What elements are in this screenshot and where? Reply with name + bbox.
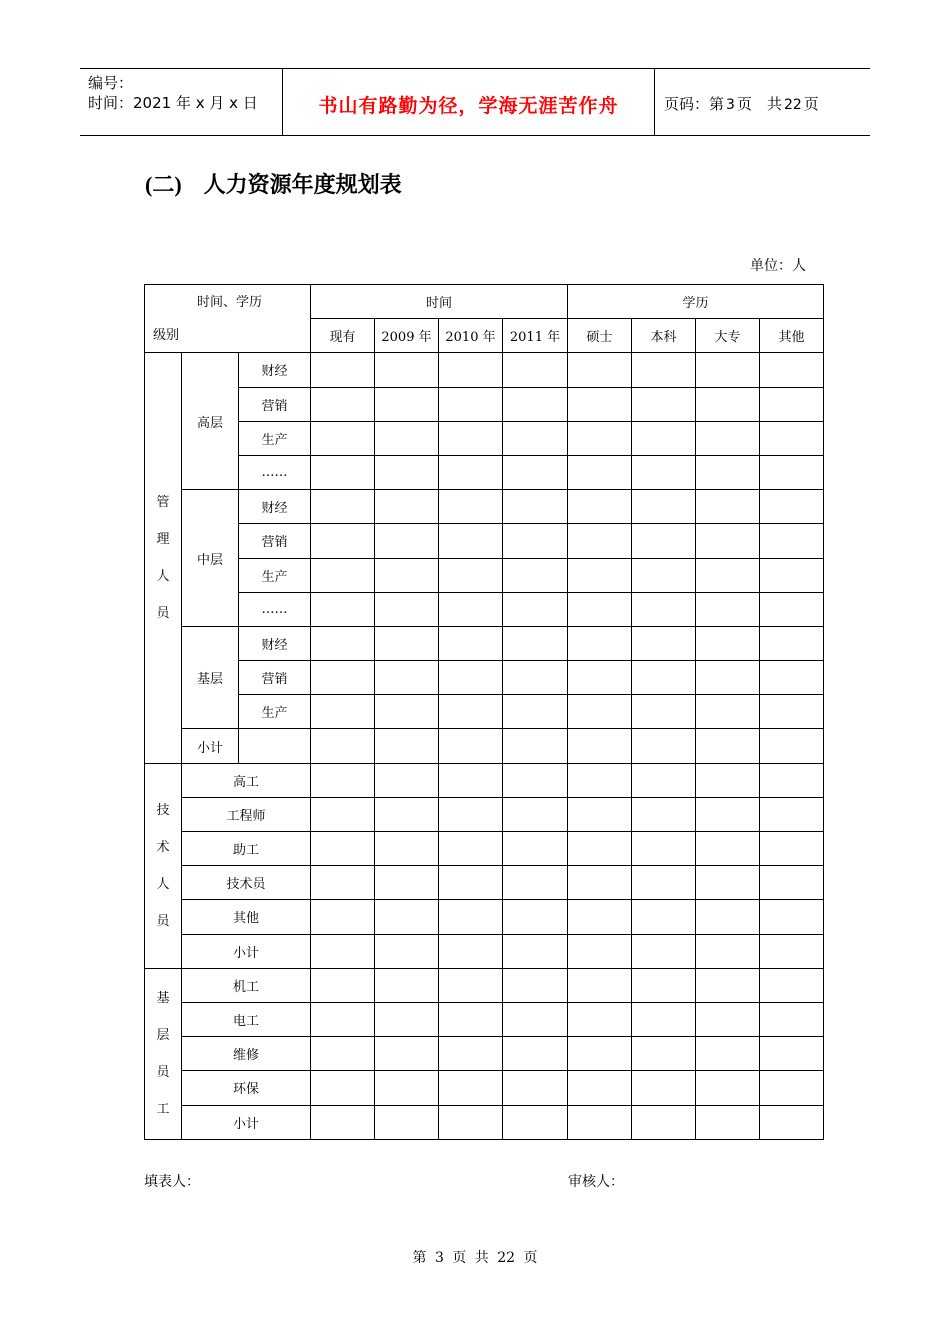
data-cell[interactable]	[503, 490, 568, 524]
data-cell[interactable]	[760, 455, 824, 489]
table-row	[145, 1105, 824, 1139]
tech-category-label-char: 员	[156, 913, 170, 929]
data-cell[interactable]	[503, 1105, 568, 1139]
dept-label: 财经	[239, 490, 311, 524]
data-cell[interactable]	[632, 797, 696, 831]
data-cell[interactable]	[632, 626, 696, 660]
data-cell[interactable]	[696, 832, 760, 866]
data-cell[interactable]	[375, 558, 439, 592]
data-cell[interactable]	[503, 421, 568, 455]
page-footer: 第 3 页 共 22 页	[412, 1250, 538, 1266]
data-cell[interactable]	[375, 592, 439, 626]
filler-label: 填表人：	[144, 1174, 200, 1190]
data-cell[interactable]	[632, 421, 696, 455]
data-cell[interactable]	[696, 455, 760, 489]
data-cell[interactable]	[568, 626, 632, 660]
data-cell[interactable]	[311, 900, 375, 934]
data-cell[interactable]	[375, 1002, 439, 1036]
data-cell[interactable]	[375, 763, 439, 797]
data-cell[interactable]	[760, 797, 824, 831]
worker-category-label	[145, 968, 182, 1139]
data-cell[interactable]	[375, 524, 439, 558]
data-cell[interactable]	[568, 934, 632, 968]
table-row	[145, 695, 824, 729]
data-cell[interactable]	[439, 524, 503, 558]
data-cell[interactable]	[632, 763, 696, 797]
level-label: 基层	[182, 626, 239, 729]
dept-label: 生产	[239, 421, 311, 455]
worker-category-label-char: 层	[156, 1027, 170, 1043]
data-cell[interactable]	[632, 1105, 696, 1139]
table-row	[145, 1037, 824, 1071]
worker-category-label-char: 工	[156, 1101, 170, 1117]
section-number: (二)	[145, 172, 182, 197]
level-label: 高层	[182, 353, 239, 490]
data-cell[interactable]	[696, 490, 760, 524]
data-cell[interactable]	[439, 661, 503, 695]
page-suffix: 页	[803, 95, 819, 113]
page-mid: 页 共	[736, 95, 782, 113]
data-cell[interactable]	[439, 832, 503, 866]
role-label: 其他	[182, 900, 311, 934]
data-cell[interactable]	[311, 1071, 375, 1105]
page-title	[145, 168, 402, 199]
role-label: 高工	[182, 763, 311, 797]
data-cell[interactable]	[439, 626, 503, 660]
data-cell[interactable]	[311, 832, 375, 866]
table-row	[145, 729, 824, 763]
dept-label: 财经	[239, 626, 311, 660]
data-cell[interactable]	[568, 1037, 632, 1071]
data-cell[interactable]	[760, 934, 824, 968]
data-cell[interactable]	[311, 661, 375, 695]
role-label: 技术员	[182, 866, 311, 900]
corner-cell	[145, 285, 311, 353]
number-label: 编号：	[88, 74, 134, 92]
table-row	[145, 1002, 824, 1036]
mgmt-category-label-char: 员	[156, 606, 170, 621]
data-cell[interactable]	[503, 661, 568, 695]
column-header: 2010 年	[439, 319, 503, 353]
table-row	[145, 763, 824, 797]
data-cell[interactable]	[760, 490, 824, 524]
data-cell[interactable]	[696, 934, 760, 968]
dept-label: 营销	[239, 661, 311, 695]
data-cell[interactable]	[568, 832, 632, 866]
data-cell[interactable]	[311, 387, 375, 421]
data-cell[interactable]	[503, 1002, 568, 1036]
group-time-header: 时间	[311, 285, 568, 319]
data-cell[interactable]	[568, 763, 632, 797]
data-cell[interactable]	[439, 490, 503, 524]
data-cell[interactable]	[568, 490, 632, 524]
data-cell[interactable]	[696, 797, 760, 831]
page-total: 22	[783, 97, 802, 113]
data-cell[interactable]	[375, 1037, 439, 1071]
column-header: 硕士	[568, 319, 632, 353]
data-cell[interactable]	[696, 387, 760, 421]
table-row	[145, 934, 824, 968]
data-cell[interactable]	[760, 763, 824, 797]
unit-label: 单位：人	[750, 258, 806, 274]
data-cell[interactable]	[760, 900, 824, 934]
data-cell[interactable]	[375, 797, 439, 831]
data-cell[interactable]	[632, 524, 696, 558]
data-cell[interactable]	[696, 1037, 760, 1071]
document-header	[80, 68, 870, 136]
data-cell[interactable]	[503, 729, 568, 763]
worker-category-label-char: 员	[156, 1064, 170, 1080]
empty-cell	[239, 729, 311, 763]
dept-label: ……	[239, 455, 311, 489]
data-cell[interactable]	[760, 524, 824, 558]
data-cell[interactable]	[375, 1071, 439, 1105]
data-cell[interactable]	[311, 1105, 375, 1139]
data-cell[interactable]	[375, 626, 439, 660]
data-cell[interactable]	[760, 832, 824, 866]
section-title: 人力资源年度规划表	[203, 173, 402, 198]
data-cell[interactable]	[503, 832, 568, 866]
dept-label: 生产	[239, 558, 311, 592]
data-cell[interactable]	[696, 661, 760, 695]
corner-top-label: 时间、学历	[196, 295, 262, 310]
data-cell[interactable]	[375, 934, 439, 968]
data-cell[interactable]	[760, 592, 824, 626]
data-cell[interactable]	[375, 1105, 439, 1139]
header-row	[145, 285, 824, 319]
data-cell[interactable]	[311, 353, 375, 387]
data-cell[interactable]	[632, 934, 696, 968]
level-label: 中层	[182, 490, 239, 627]
corner-bottom-label: 级别	[153, 328, 180, 344]
data-cell[interactable]	[760, 421, 824, 455]
data-cell[interactable]	[439, 695, 503, 729]
data-cell[interactable]	[632, 661, 696, 695]
data-cell[interactable]	[503, 592, 568, 626]
data-cell[interactable]	[311, 421, 375, 455]
data-cell[interactable]	[439, 592, 503, 626]
page-current: 3	[726, 97, 735, 113]
data-cell[interactable]	[760, 866, 824, 900]
dept-label: 财经	[239, 353, 311, 387]
data-cell[interactable]	[439, 1071, 503, 1105]
data-cell[interactable]	[632, 592, 696, 626]
data-cell[interactable]	[632, 832, 696, 866]
data-cell[interactable]	[439, 968, 503, 1002]
data-cell[interactable]	[311, 866, 375, 900]
table-row	[145, 421, 824, 455]
data-cell[interactable]	[696, 695, 760, 729]
data-cell[interactable]	[568, 455, 632, 489]
data-cell[interactable]	[760, 626, 824, 660]
data-cell[interactable]	[696, 626, 760, 660]
data-cell[interactable]	[632, 695, 696, 729]
table-row	[145, 353, 824, 387]
data-cell[interactable]	[632, 1037, 696, 1071]
data-cell[interactable]	[760, 1002, 824, 1036]
data-cell[interactable]	[311, 592, 375, 626]
data-cell[interactable]	[311, 490, 375, 524]
data-cell[interactable]	[696, 592, 760, 626]
data-cell[interactable]	[311, 968, 375, 1002]
data-cell[interactable]	[568, 421, 632, 455]
data-cell[interactable]	[568, 524, 632, 558]
role-label: 小计	[182, 1105, 311, 1139]
data-cell[interactable]	[568, 661, 632, 695]
data-cell[interactable]	[568, 866, 632, 900]
data-cell[interactable]	[439, 934, 503, 968]
table-row	[145, 968, 824, 1002]
data-cell[interactable]	[439, 353, 503, 387]
data-cell[interactable]	[632, 387, 696, 421]
tech-category-label-char: 技	[156, 802, 170, 818]
data-cell[interactable]	[632, 1002, 696, 1036]
table-row	[145, 832, 824, 866]
data-cell[interactable]	[311, 934, 375, 968]
data-cell[interactable]	[439, 1002, 503, 1036]
data-cell[interactable]	[311, 1037, 375, 1071]
column-header: 其他	[760, 319, 824, 353]
data-cell[interactable]	[568, 1071, 632, 1105]
data-cell[interactable]	[568, 353, 632, 387]
data-cell[interactable]	[760, 387, 824, 421]
data-cell[interactable]	[311, 626, 375, 660]
column-header: 现有	[311, 319, 375, 353]
data-cell[interactable]	[696, 558, 760, 592]
header-meta	[88, 73, 258, 113]
data-cell[interactable]	[568, 387, 632, 421]
data-cell[interactable]	[632, 729, 696, 763]
role-label: 助工	[182, 832, 311, 866]
tech-category-label-char: 术	[156, 839, 170, 855]
column-header: 大专	[696, 319, 760, 353]
data-cell[interactable]	[632, 900, 696, 934]
role-label: 电工	[182, 1002, 311, 1036]
table-row	[145, 1071, 824, 1105]
data-cell[interactable]	[439, 763, 503, 797]
subtotal-label: 小计	[182, 729, 239, 763]
role-label: 小计	[182, 934, 311, 968]
data-cell[interactable]	[696, 763, 760, 797]
column-header: 2009 年	[375, 319, 439, 353]
data-cell[interactable]	[375, 387, 439, 421]
data-cell[interactable]	[503, 353, 568, 387]
mgmt-category-label-char: 人	[156, 569, 170, 584]
column-header: 2011 年	[503, 319, 568, 353]
data-cell[interactable]	[311, 729, 375, 763]
date-label: 时间：2021 年 x 月 x 日	[88, 94, 258, 112]
data-cell[interactable]	[568, 592, 632, 626]
data-cell[interactable]	[503, 1071, 568, 1105]
data-cell[interactable]	[760, 661, 824, 695]
data-cell[interactable]	[375, 900, 439, 934]
data-cell[interactable]	[632, 1071, 696, 1105]
table-row	[145, 490, 824, 524]
header-page-info	[664, 93, 819, 114]
table-row	[145, 661, 824, 695]
data-cell[interactable]	[375, 729, 439, 763]
table-row	[145, 866, 824, 900]
group-edu-header: 学历	[568, 285, 824, 319]
tech-category-label	[145, 763, 182, 968]
data-cell[interactable]	[696, 421, 760, 455]
data-cell[interactable]	[375, 866, 439, 900]
table-row	[145, 558, 824, 592]
data-cell[interactable]	[311, 455, 375, 489]
table-row	[145, 797, 824, 831]
hr-plan-table	[144, 284, 824, 1140]
column-header: 本科	[632, 319, 696, 353]
data-cell[interactable]	[760, 968, 824, 1002]
data-cell[interactable]	[696, 1002, 760, 1036]
data-cell[interactable]	[311, 524, 375, 558]
data-cell[interactable]	[439, 558, 503, 592]
table-row	[145, 592, 824, 626]
data-cell[interactable]	[696, 900, 760, 934]
data-cell[interactable]	[568, 1105, 632, 1139]
data-cell[interactable]	[568, 1002, 632, 1036]
table-row	[145, 524, 824, 558]
data-cell[interactable]	[503, 558, 568, 592]
table-row	[145, 626, 824, 660]
data-cell[interactable]	[568, 558, 632, 592]
dept-label: 营销	[239, 387, 311, 421]
data-cell[interactable]	[503, 695, 568, 729]
data-cell[interactable]	[375, 695, 439, 729]
data-cell[interactable]	[375, 490, 439, 524]
data-cell[interactable]	[760, 1037, 824, 1071]
dept-label: 营销	[239, 524, 311, 558]
data-cell[interactable]	[696, 729, 760, 763]
data-cell[interactable]	[696, 1105, 760, 1139]
role-label: 工程师	[182, 797, 311, 831]
data-cell[interactable]	[439, 421, 503, 455]
tech-category-label-char: 人	[156, 876, 170, 892]
mgmt-category-label-char: 理	[156, 532, 170, 547]
data-cell[interactable]	[760, 1105, 824, 1139]
data-cell[interactable]	[696, 353, 760, 387]
data-cell[interactable]	[503, 455, 568, 489]
data-cell[interactable]	[439, 1105, 503, 1139]
data-cell[interactable]	[375, 421, 439, 455]
data-cell[interactable]	[311, 1002, 375, 1036]
data-cell[interactable]	[632, 490, 696, 524]
reviewer-label: 审核人：	[568, 1174, 624, 1190]
data-cell[interactable]	[568, 797, 632, 831]
data-cell[interactable]	[439, 455, 503, 489]
table-body	[145, 285, 824, 1140]
role-label: 机工	[182, 968, 311, 1002]
motto: 书山有路勤为径，学海无涯苦作舟	[318, 95, 619, 117]
data-cell[interactable]	[311, 695, 375, 729]
data-cell[interactable]	[568, 729, 632, 763]
page-prefix: 页码：第	[664, 95, 725, 113]
data-cell[interactable]	[632, 455, 696, 489]
data-cell[interactable]	[439, 866, 503, 900]
data-cell[interactable]	[311, 763, 375, 797]
data-cell[interactable]	[632, 353, 696, 387]
data-cell[interactable]	[375, 455, 439, 489]
data-cell[interactable]	[568, 695, 632, 729]
role-label: 维修	[182, 1037, 311, 1071]
data-cell[interactable]	[760, 729, 824, 763]
data-cell[interactable]	[503, 1037, 568, 1071]
dept-label: ……	[239, 592, 311, 626]
worker-category-label-char: 基	[156, 990, 170, 1006]
data-cell[interactable]	[375, 832, 439, 866]
data-cell[interactable]	[503, 934, 568, 968]
data-cell[interactable]	[439, 900, 503, 934]
data-cell[interactable]	[439, 729, 503, 763]
dept-label: 生产	[239, 695, 311, 729]
data-cell[interactable]	[503, 524, 568, 558]
data-cell[interactable]	[760, 695, 824, 729]
data-cell[interactable]	[503, 866, 568, 900]
table-row	[145, 387, 824, 421]
data-cell[interactable]	[503, 968, 568, 1002]
data-cell[interactable]	[503, 797, 568, 831]
table-row	[145, 900, 824, 934]
data-cell[interactable]	[696, 1071, 760, 1105]
data-cell[interactable]	[439, 387, 503, 421]
data-cell[interactable]	[503, 626, 568, 660]
data-cell[interactable]	[503, 763, 568, 797]
data-cell[interactable]	[760, 558, 824, 592]
data-cell[interactable]	[696, 866, 760, 900]
data-cell[interactable]	[375, 661, 439, 695]
data-cell[interactable]	[760, 1071, 824, 1105]
data-cell[interactable]	[375, 968, 439, 1002]
data-cell[interactable]	[632, 866, 696, 900]
data-cell[interactable]	[311, 558, 375, 592]
data-cell[interactable]	[375, 353, 439, 387]
data-cell[interactable]	[632, 558, 696, 592]
data-cell[interactable]	[311, 797, 375, 831]
data-cell[interactable]	[503, 387, 568, 421]
data-cell[interactable]	[503, 900, 568, 934]
data-cell[interactable]	[760, 353, 824, 387]
table-row	[145, 455, 824, 489]
role-label: 环保	[182, 1071, 311, 1105]
data-cell[interactable]	[632, 968, 696, 1002]
data-cell[interactable]	[439, 1037, 503, 1071]
data-cell[interactable]	[568, 968, 632, 1002]
data-cell[interactable]	[568, 900, 632, 934]
data-cell[interactable]	[696, 968, 760, 1002]
data-cell[interactable]	[439, 797, 503, 831]
mgmt-category-label	[145, 353, 182, 763]
mgmt-category-label-char: 管	[156, 495, 170, 510]
data-cell[interactable]	[696, 524, 760, 558]
